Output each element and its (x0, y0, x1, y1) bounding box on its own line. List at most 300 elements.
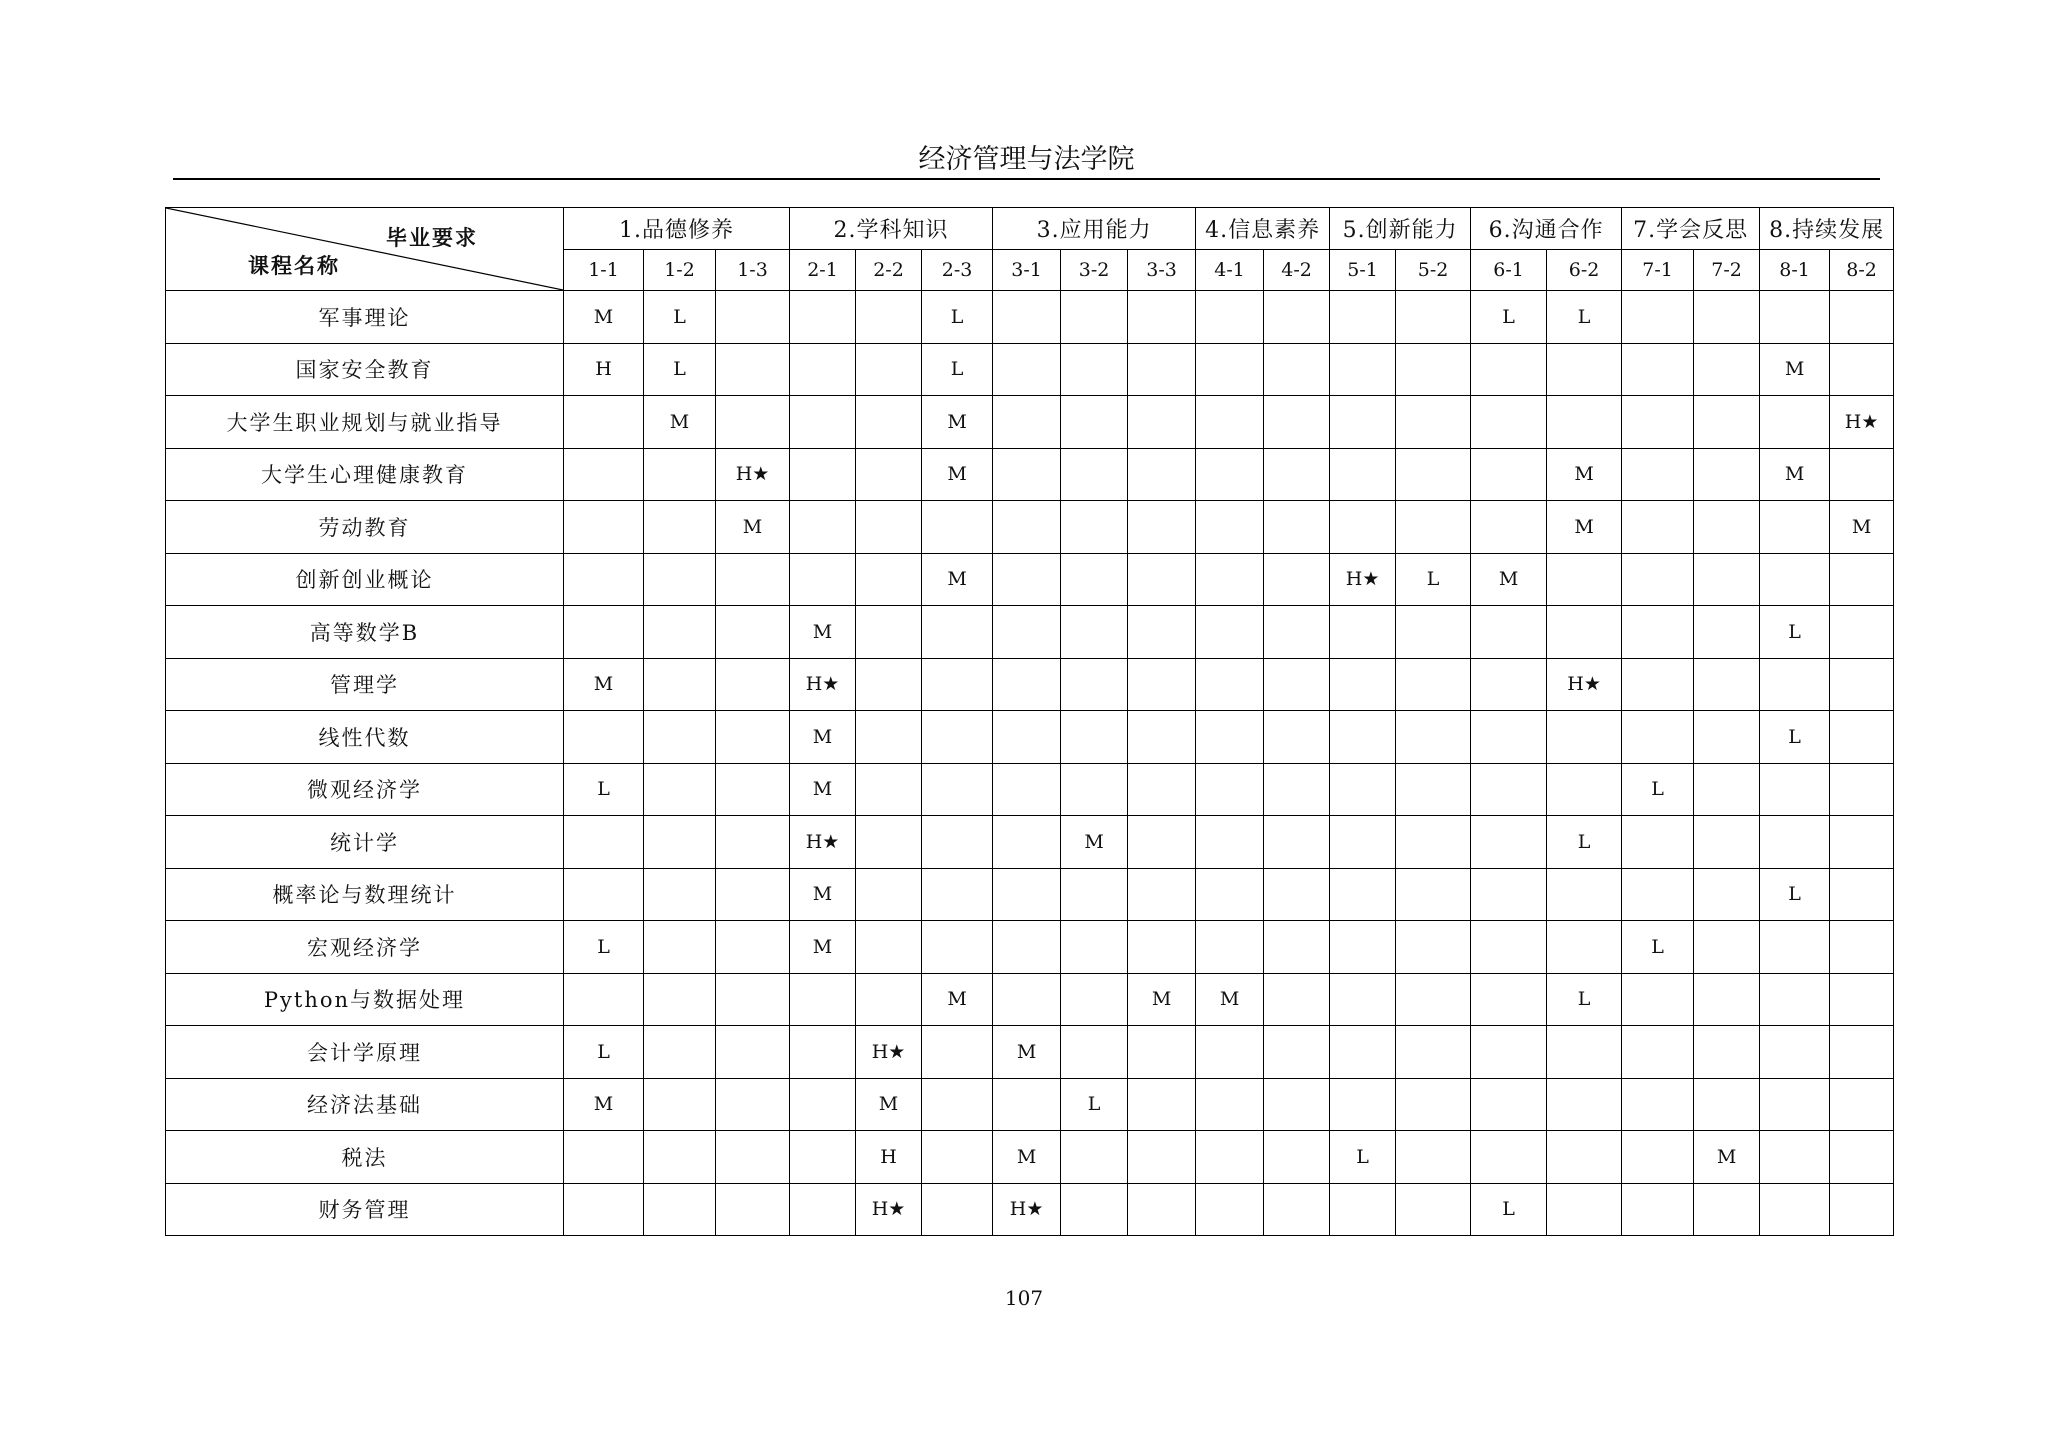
support-level-cell (856, 658, 922, 711)
support-level-cell: M (922, 448, 993, 501)
support-level-cell (1396, 1131, 1471, 1184)
support-level-cell: L (1622, 763, 1694, 816)
support-level-cell (1694, 763, 1760, 816)
support-level-cell (1396, 658, 1471, 711)
support-level-cell (1264, 921, 1330, 974)
table-row (166, 1131, 1894, 1184)
support-level-cell (1196, 868, 1264, 921)
support-level-cell (922, 1131, 993, 1184)
support-level-cell (856, 553, 922, 606)
support-level-cell (1196, 658, 1264, 711)
table-row (166, 658, 1894, 711)
support-level-cell (790, 343, 856, 396)
support-level-cell (1330, 711, 1396, 764)
support-level-cell: M (856, 1078, 922, 1131)
support-level-cell (993, 763, 1061, 816)
support-level-cell (1330, 501, 1396, 554)
support-level-cell: L (1760, 606, 1830, 659)
support-level-cell (1264, 1183, 1330, 1236)
support-level-cell (1760, 921, 1830, 974)
support-level-cell (716, 553, 790, 606)
support-level-cell (716, 606, 790, 659)
requirement-sub-header: 1-3 (716, 250, 790, 291)
support-level-cell (1547, 1131, 1622, 1184)
support-level-cell (1622, 1078, 1694, 1131)
support-level-cell: L (644, 291, 716, 344)
support-level-cell (1196, 816, 1264, 869)
support-level-cell (1830, 1078, 1894, 1131)
support-level-cell: L (1061, 1078, 1128, 1131)
support-level-cell (790, 1183, 856, 1236)
support-level-cell (1830, 343, 1894, 396)
support-level-cell (564, 1183, 644, 1236)
support-level-cell: M (922, 973, 993, 1026)
support-level-cell (1264, 1026, 1330, 1079)
support-level-cell (1128, 553, 1196, 606)
requirement-sub-header: 3-3 (1128, 250, 1196, 291)
support-level-cell (1396, 606, 1471, 659)
support-level-cell (856, 763, 922, 816)
support-level-cell (1330, 1078, 1396, 1131)
support-level-cell (644, 973, 716, 1026)
support-level-cell (1330, 973, 1396, 1026)
support-level-cell (1471, 1026, 1547, 1079)
requirement-sub-header: 8-1 (1760, 250, 1830, 291)
support-level-cell (1330, 921, 1396, 974)
requirement-sub-header: 3-2 (1061, 250, 1128, 291)
support-level-cell: L (1471, 291, 1547, 344)
support-level-cell (790, 553, 856, 606)
support-level-cell (922, 921, 993, 974)
support-level-cell (1622, 501, 1694, 554)
support-level-cell (1264, 973, 1330, 1026)
support-level-cell (1547, 343, 1622, 396)
support-level-cell (1128, 448, 1196, 501)
support-level-cell (1396, 291, 1471, 344)
support-level-cell (1694, 816, 1760, 869)
support-level-cell (564, 448, 644, 501)
support-level-cell (1694, 868, 1760, 921)
requirement-group-header: 7.学会反思 (1622, 208, 1760, 250)
support-level-cell (716, 343, 790, 396)
table-row (166, 291, 1894, 344)
requirement-sub-header: 3-1 (993, 250, 1061, 291)
support-level-cell: M (1694, 1131, 1760, 1184)
support-level-cell (1196, 1078, 1264, 1131)
support-level-cell (1622, 396, 1694, 449)
table-row (166, 553, 1894, 606)
support-level-cell: L (922, 343, 993, 396)
support-level-cell (993, 711, 1061, 764)
support-level-cell (1830, 763, 1894, 816)
support-level-cell (1196, 396, 1264, 449)
support-level-cell (1547, 553, 1622, 606)
support-level-cell: M (564, 658, 644, 711)
support-level-cell (1694, 973, 1760, 1026)
support-level-cell (1196, 1026, 1264, 1079)
support-level-cell (1694, 1183, 1760, 1236)
support-level-cell (1196, 343, 1264, 396)
support-level-cell (1830, 553, 1894, 606)
requirement-sub-header: 6-1 (1471, 250, 1547, 291)
support-level-cell (1061, 1131, 1128, 1184)
page-header-title: 经济管理与法学院 (918, 144, 1135, 175)
support-level-cell (1396, 501, 1471, 554)
support-level-cell: M (790, 763, 856, 816)
support-level-cell (1330, 1026, 1396, 1079)
support-level-cell (790, 501, 856, 554)
course-name-cell: 管理学 (166, 658, 564, 711)
requirement-sub-header: 8-2 (1830, 250, 1894, 291)
support-level-cell (1128, 711, 1196, 764)
support-level-cell (1061, 658, 1128, 711)
support-level-cell (993, 973, 1061, 1026)
support-level-cell (1694, 921, 1760, 974)
support-level-cell (1264, 868, 1330, 921)
support-level-cell (1760, 973, 1830, 1026)
course-name-cell: 概率论与数理统计 (166, 868, 564, 921)
requirement-group-header: 5.创新能力 (1330, 208, 1471, 250)
support-level-cell: M (1061, 816, 1128, 869)
support-level-cell (1694, 1026, 1760, 1079)
support-level-cell: L (1760, 868, 1830, 921)
support-level-cell (1128, 606, 1196, 659)
support-level-cell (993, 1078, 1061, 1131)
support-level-cell: H★ (790, 658, 856, 711)
support-level-cell (1196, 921, 1264, 974)
support-level-cell (922, 501, 993, 554)
support-level-cell: L (564, 1026, 644, 1079)
support-level-cell (1330, 448, 1396, 501)
support-level-cell (1264, 606, 1330, 659)
support-level-cell (1128, 921, 1196, 974)
support-level-cell (644, 921, 716, 974)
support-level-cell (1330, 868, 1396, 921)
support-level-cell (1330, 396, 1396, 449)
support-level-cell (1694, 711, 1760, 764)
support-level-cell (716, 1131, 790, 1184)
course-name-cell: 军事理论 (166, 291, 564, 344)
support-level-cell (790, 1026, 856, 1079)
support-level-cell (1330, 816, 1396, 869)
support-level-cell (1396, 1183, 1471, 1236)
support-level-cell (1471, 396, 1547, 449)
support-level-cell (1622, 973, 1694, 1026)
support-level-cell (1622, 868, 1694, 921)
support-level-cell (644, 606, 716, 659)
table-row (166, 1026, 1894, 1079)
support-level-cell (1330, 291, 1396, 344)
support-level-cell (856, 396, 922, 449)
support-level-cell: L (1547, 816, 1622, 869)
support-level-cell (1396, 1078, 1471, 1131)
support-level-cell (1396, 448, 1471, 501)
support-level-cell (922, 1026, 993, 1079)
support-level-cell: L (1547, 973, 1622, 1026)
support-level-cell (922, 763, 993, 816)
support-level-cell (644, 1131, 716, 1184)
support-level-cell: M (1760, 448, 1830, 501)
support-level-cell (1471, 711, 1547, 764)
support-level-cell (1264, 763, 1330, 816)
support-level-cell (644, 816, 716, 869)
support-level-cell (1830, 868, 1894, 921)
support-level-cell (1547, 763, 1622, 816)
support-level-cell (1061, 606, 1128, 659)
support-level-cell (716, 658, 790, 711)
requirement-sub-header: 7-2 (1694, 250, 1760, 291)
support-level-cell (1694, 553, 1760, 606)
support-level-cell (716, 921, 790, 974)
support-level-cell (993, 606, 1061, 659)
support-level-cell (993, 501, 1061, 554)
support-level-cell (1396, 921, 1471, 974)
table-row (166, 501, 1894, 554)
support-level-cell (1471, 973, 1547, 1026)
support-level-cell: M (644, 396, 716, 449)
support-level-cell (1061, 763, 1128, 816)
header-rule (173, 178, 1880, 180)
support-level-cell (1196, 501, 1264, 554)
support-level-cell: L (644, 343, 716, 396)
support-level-cell: L (564, 921, 644, 974)
support-level-cell (1128, 816, 1196, 869)
course-name-cell: 大学生心理健康教育 (166, 448, 564, 501)
support-level-cell (1622, 711, 1694, 764)
support-level-cell (1128, 343, 1196, 396)
support-level-cell (1196, 291, 1264, 344)
support-level-cell (1264, 553, 1330, 606)
support-level-cell (1196, 448, 1264, 501)
course-name-cell: 微观经济学 (166, 763, 564, 816)
course-name-cell: 会计学原理 (166, 1026, 564, 1079)
support-level-cell: H★ (856, 1026, 922, 1079)
support-level-cell (1694, 448, 1760, 501)
table-row (166, 973, 1894, 1026)
support-level-cell (790, 973, 856, 1026)
corner-label-requirements: 毕业要求 (386, 225, 478, 250)
support-level-cell (644, 448, 716, 501)
support-level-cell (1128, 1183, 1196, 1236)
requirement-group-header: 6.沟通合作 (1471, 208, 1622, 250)
support-level-cell (1471, 868, 1547, 921)
support-level-cell: H★ (716, 448, 790, 501)
support-level-cell (1061, 553, 1128, 606)
support-level-cell (1547, 396, 1622, 449)
table-row (166, 921, 1894, 974)
support-level-cell: L (922, 291, 993, 344)
support-level-cell (1330, 763, 1396, 816)
requirement-sub-header: 1-2 (644, 250, 716, 291)
support-level-cell (1830, 1131, 1894, 1184)
support-level-cell: M (790, 606, 856, 659)
support-level-cell (1396, 763, 1471, 816)
support-level-cell (1622, 606, 1694, 659)
course-name-cell: 线性代数 (166, 711, 564, 764)
support-level-cell (922, 658, 993, 711)
support-level-cell (1760, 1078, 1830, 1131)
support-level-cell: M (993, 1131, 1061, 1184)
support-level-cell (1128, 1131, 1196, 1184)
support-level-cell (1061, 501, 1128, 554)
support-level-cell (1830, 448, 1894, 501)
course-requirement-matrix (165, 207, 1894, 1236)
support-level-cell (564, 1131, 644, 1184)
requirement-sub-header: 2-1 (790, 250, 856, 291)
support-level-cell (790, 1131, 856, 1184)
support-level-cell: H★ (1547, 658, 1622, 711)
support-level-cell (1622, 1183, 1694, 1236)
support-level-cell (856, 816, 922, 869)
support-level-cell: L (1471, 1183, 1547, 1236)
support-level-cell (1396, 816, 1471, 869)
support-level-cell (1471, 658, 1547, 711)
support-level-cell (1196, 553, 1264, 606)
support-level-cell (1760, 553, 1830, 606)
table-row (166, 1183, 1894, 1236)
support-level-cell (1622, 343, 1694, 396)
support-level-cell (644, 1026, 716, 1079)
support-level-cell (1622, 553, 1694, 606)
support-level-cell: H (856, 1131, 922, 1184)
support-level-cell (1547, 1078, 1622, 1131)
support-level-cell (1128, 501, 1196, 554)
support-level-cell (922, 868, 993, 921)
support-level-cell (1396, 868, 1471, 921)
requirement-sub-header: 7-1 (1622, 250, 1694, 291)
course-name-cell: 统计学 (166, 816, 564, 869)
support-level-cell: M (922, 553, 993, 606)
support-level-cell (1471, 816, 1547, 869)
support-level-cell (716, 868, 790, 921)
support-level-cell (922, 711, 993, 764)
support-level-cell: M (1196, 973, 1264, 1026)
support-level-cell (1622, 816, 1694, 869)
table-row (166, 343, 1894, 396)
support-level-cell (564, 606, 644, 659)
support-level-cell (1330, 343, 1396, 396)
support-level-cell (1264, 448, 1330, 501)
support-level-cell (993, 816, 1061, 869)
requirement-group-header: 8.持续发展 (1760, 208, 1894, 250)
support-level-cell (1760, 396, 1830, 449)
support-level-cell (1547, 921, 1622, 974)
support-level-cell: H★ (1330, 553, 1396, 606)
requirement-group-header: 2.学科知识 (790, 208, 993, 250)
support-level-cell (993, 921, 1061, 974)
course-name-cell: 大学生职业规划与就业指导 (166, 396, 564, 449)
course-name-cell: 国家安全教育 (166, 343, 564, 396)
support-level-cell (1547, 711, 1622, 764)
support-level-cell (1622, 1131, 1694, 1184)
support-level-cell: M (993, 1026, 1061, 1079)
table-row (166, 448, 1894, 501)
support-level-cell (1694, 1078, 1760, 1131)
support-level-cell: M (1760, 343, 1830, 396)
support-level-cell (1061, 973, 1128, 1026)
support-level-cell (644, 553, 716, 606)
support-level-cell (1128, 868, 1196, 921)
support-level-cell (856, 606, 922, 659)
support-level-cell (1061, 868, 1128, 921)
support-level-cell: H★ (790, 816, 856, 869)
support-level-cell (644, 658, 716, 711)
support-level-cell (644, 501, 716, 554)
support-level-cell (1330, 606, 1396, 659)
support-level-cell (1264, 816, 1330, 869)
support-level-cell (1128, 1078, 1196, 1131)
support-level-cell (1396, 1026, 1471, 1079)
support-level-cell: H★ (993, 1183, 1061, 1236)
support-level-cell (993, 343, 1061, 396)
support-level-cell (1196, 606, 1264, 659)
support-level-cell (790, 396, 856, 449)
requirement-group-header: 4.信息素养 (1196, 208, 1330, 250)
course-name-cell: 财务管理 (166, 1183, 564, 1236)
support-level-cell: L (1396, 553, 1471, 606)
support-level-cell (1547, 1026, 1622, 1079)
support-level-cell (1830, 973, 1894, 1026)
support-level-cell (1196, 1183, 1264, 1236)
support-level-cell (1694, 396, 1760, 449)
support-level-cell (1061, 921, 1128, 974)
support-level-cell (1264, 396, 1330, 449)
table-row (166, 763, 1894, 816)
support-level-cell (1547, 1183, 1622, 1236)
support-level-cell (564, 816, 644, 869)
support-level-cell (1830, 816, 1894, 869)
support-level-cell (1264, 1131, 1330, 1184)
support-level-cell (1264, 501, 1330, 554)
support-level-cell (993, 553, 1061, 606)
support-level-cell (1694, 291, 1760, 344)
support-level-cell (1830, 1183, 1894, 1236)
support-level-cell: M (1471, 553, 1547, 606)
support-level-cell: M (564, 1078, 644, 1131)
support-level-cell (1061, 291, 1128, 344)
support-level-cell (790, 1078, 856, 1131)
support-level-cell (1760, 816, 1830, 869)
requirement-sub-header: 2-3 (922, 250, 993, 291)
course-name-cell: Python与数据处理 (166, 973, 564, 1026)
support-level-cell (564, 973, 644, 1026)
support-level-cell (1760, 1026, 1830, 1079)
support-level-cell (1471, 343, 1547, 396)
support-level-cell (716, 291, 790, 344)
requirement-group-header: 1.品德修养 (564, 208, 790, 250)
support-level-cell: M (790, 868, 856, 921)
support-level-cell (644, 711, 716, 764)
support-level-cell (1196, 1131, 1264, 1184)
requirement-sub-header: 6-2 (1547, 250, 1622, 291)
support-level-cell (1264, 1078, 1330, 1131)
support-level-cell: L (564, 763, 644, 816)
support-level-cell (1830, 921, 1894, 974)
course-name-cell: 高等数学B (166, 606, 564, 659)
support-level-cell (1264, 658, 1330, 711)
course-name-cell: 创新创业概论 (166, 553, 564, 606)
support-level-cell (1760, 658, 1830, 711)
table-row (166, 816, 1894, 869)
support-level-cell: M (790, 711, 856, 764)
support-level-cell (1471, 448, 1547, 501)
support-level-cell (1622, 658, 1694, 711)
support-level-cell (1264, 711, 1330, 764)
support-level-cell: M (1830, 501, 1894, 554)
support-level-cell (1061, 1183, 1128, 1236)
support-level-cell (1330, 658, 1396, 711)
requirement-sub-header: 4-1 (1196, 250, 1264, 291)
